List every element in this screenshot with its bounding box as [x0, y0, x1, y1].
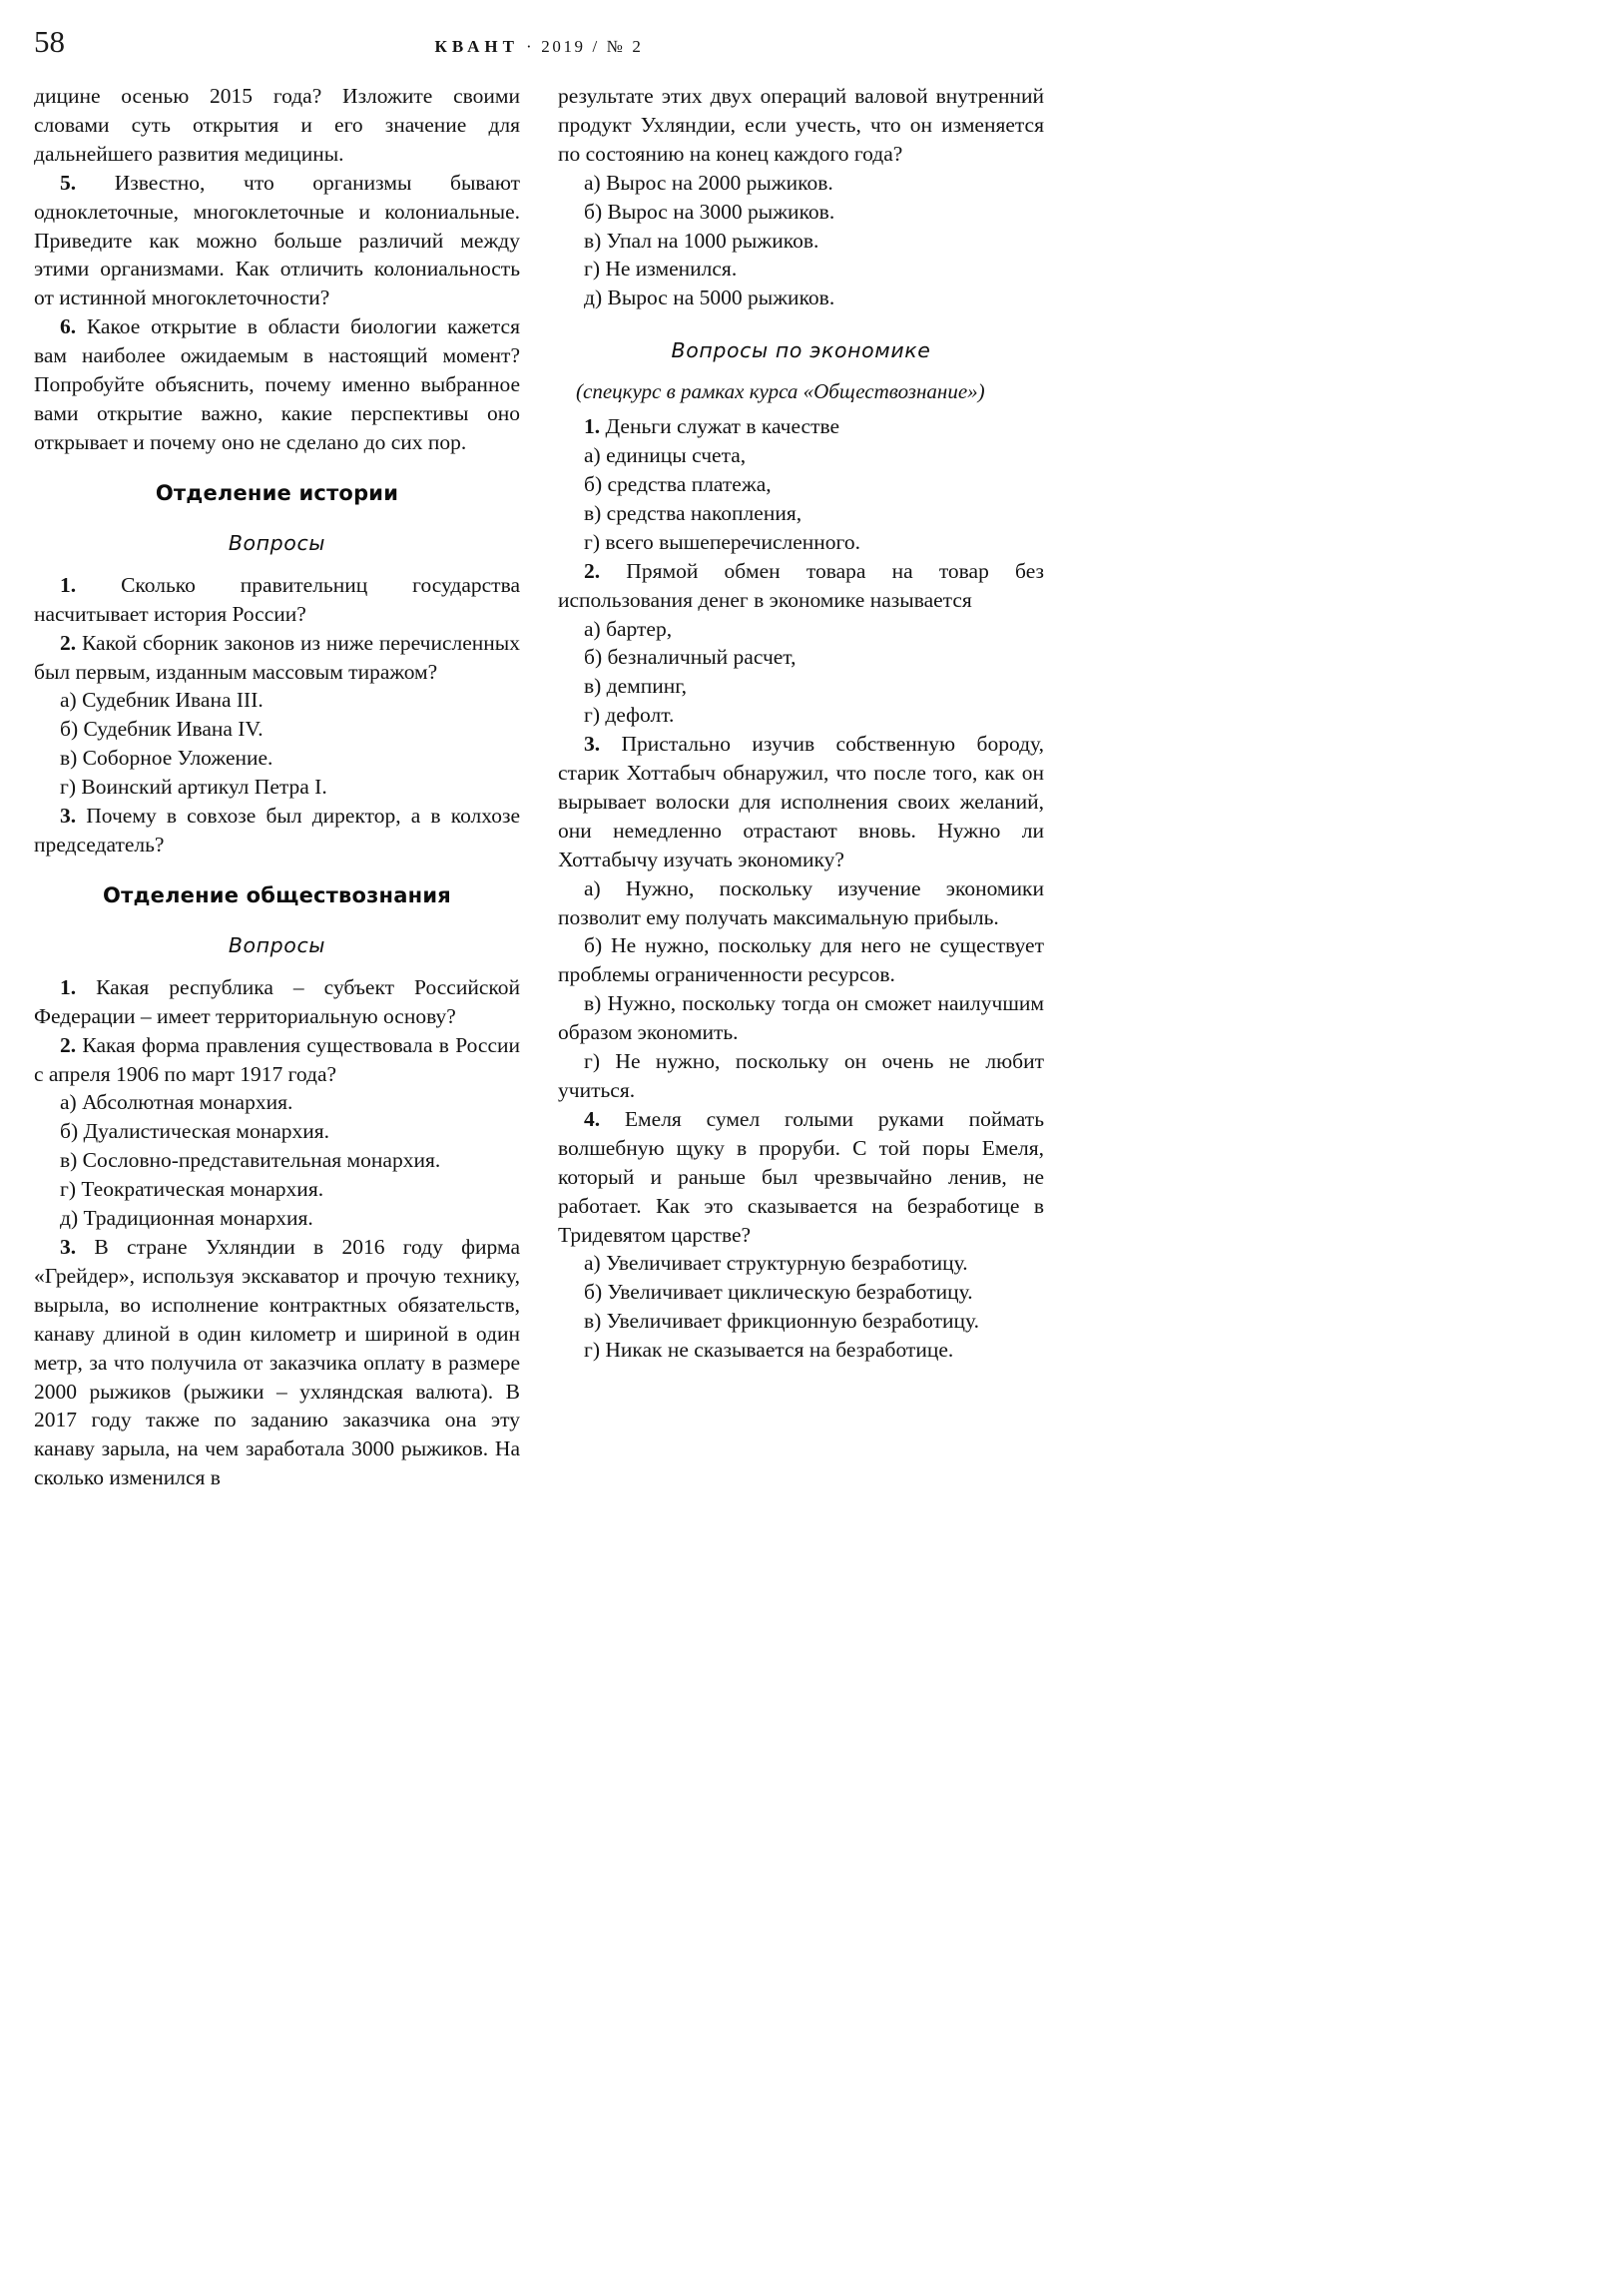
history-q2-option-v: в) Соборное Уложение.: [60, 746, 273, 771]
economics-course-note: (спецкурс в рамках курса «Обществознание»): [576, 379, 985, 404]
running-head: [34, 26, 1044, 72]
econ-q3-option-g: г) Не нужно, поскольку он очень не любит учиться.: [558, 1049, 1044, 1103]
section-title-history: Отделение истории: [155, 480, 399, 505]
social-q3-option-a: а) Вырос на 2000 рыжиков.: [584, 170, 833, 195]
biology-question-5: 5. Известно, что организмы бывают одноклеточные, многоклеточные и колониальные. Приведите как можно больше различий между этими организмами. Как отличить колониальность от истинной многоклеточности?: [34, 170, 520, 310]
economics-question-1: 1. Деньги служат в качестве: [584, 414, 840, 439]
two-column-body: [34, 82, 1044, 1492]
magazine-name: КВАНТ: [434, 37, 519, 56]
social-q2-option-d: д) Традиционная монархия.: [60, 1206, 313, 1231]
header-separator: ·: [525, 37, 535, 56]
history-question-2: 2. Какой сборник законов из ниже перечисленных был первым, изданным массовым тиражом?: [34, 630, 520, 684]
econ-q1-option-b: б) средства платежа,: [584, 471, 772, 496]
econ-q2-option-b: б) безналичный расчет,: [584, 645, 797, 670]
economics-question-4: 4. Емеля сумел голыми руками поймать волшебную щуку в проруби. С той поры Емеля, который и раньше был чрезвычайно ленив, не работает. Как это сказывается на безработице в Тридевятом царстве?: [558, 1106, 1044, 1247]
econ-q1-option-g: г) всего вышеперечисленного.: [584, 529, 860, 554]
econ-q4-option-v: в) Увеличивает фрикционную безработицу.: [584, 1309, 979, 1334]
magazine-page: [0, 0, 1078, 1527]
economics-question-3: 3. Пристально изучив собственную бороду, старик Хоттабыч обнаружил, что после того, как он вырывает волоски для исполнения своих желаний, они немедленно отрастают вновь. Нужно ли Хоттабычу изучать экономику?: [558, 732, 1044, 871]
history-q2-option-a: а) Судебник Ивана III.: [60, 688, 264, 713]
econ-q1-option-a: а) единицы счета,: [584, 443, 747, 468]
subtitle-history-questions: Вопросы: [228, 530, 326, 555]
social-q3-option-v: в) Упал на 1000 рыжиков.: [584, 228, 819, 253]
econ-q2-option-a: а) бартер,: [584, 616, 673, 641]
section-title-social-studies: Отделение обществознания: [103, 882, 451, 907]
right-column: [558, 82, 1044, 1365]
history-q2-option-b: б) Судебник Ивана IV.: [60, 717, 264, 742]
issue-number: 2019 / № 2: [541, 37, 644, 56]
biology-question-4-continuation: дицине осенью 2015 года? Изложите своими словами суть открытия и его значение для дальнейшего развития медицины.: [34, 84, 520, 166]
subtitle-economics-questions: Вопросы по экономике: [671, 338, 931, 363]
social-question-2: 2. Какая форма правления существовала в России с апреля 1906 по март 1917 года?: [34, 1032, 520, 1086]
social-q3-option-b: б) Вырос на 3000 рыжиков.: [584, 199, 835, 224]
econ-q4-option-g: г) Никак не сказывается на безработице.: [584, 1338, 954, 1363]
biology-question-6: 6. Какое открытие в области биологии кажется вам наиболее ожидаемым в настоящий момент? Попробуйте объяснить, почему именно выбранное вами открытие важно, какие перспективы оно открывает и почему оно не сделано до сих пор.: [34, 314, 520, 454]
social-q2-option-g: г) Теократическая монархия.: [60, 1177, 324, 1202]
history-question-3: 3. Почему в совхозе был директор, а в колхозе председатель?: [34, 804, 520, 857]
social-question-1: 1. Какая республика – субъект Российской Федерации – имеет территориальную основу?: [34, 974, 520, 1028]
page-number: 58: [34, 24, 65, 59]
social-q3-option-g: г) Не изменился.: [584, 257, 738, 282]
social-q2-option-a: а) Абсолютная монархия.: [60, 1090, 293, 1115]
economics-question-2: 2. Прямой обмен товара на товар без использования денег в экономике называется: [558, 558, 1044, 612]
econ-q3-option-b: б) Не нужно, поскольку для него не существует проблемы ограниченности ресурсов.: [558, 933, 1044, 987]
econ-q2-option-v: в) демпинг,: [584, 674, 688, 699]
social-q2-option-b: б) Дуалистическая монархия.: [60, 1119, 330, 1144]
social-q3-option-d: д) Вырос на 5000 рыжиков.: [584, 286, 835, 310]
econ-q1-option-v: в) средства накопления,: [584, 500, 802, 525]
econ-q4-option-b: б) Увеличивает циклическую безработицу.: [584, 1280, 973, 1305]
subtitle-social-questions: Вопросы: [228, 932, 326, 957]
history-q2-option-g: г) Воинский артикул Петра I.: [60, 775, 327, 800]
econ-q3-option-v: в) Нужно, поскольку тогда он сможет наилучшим образом экономить.: [558, 991, 1044, 1045]
social-question-3-continuation: результате этих двух операций валовой внутренний продукт Ухляндии, если учесть, что он изменяется по состоянию на конец каждого года?: [558, 84, 1044, 166]
magazine-issue-line: [184, 37, 1044, 57]
econ-q3-option-a: а) Нужно, поскольку изучение экономики позволит ему получать максимальную прибыль.: [558, 875, 1044, 929]
social-question-3: 3. В стране Ухляндии в 2016 году фирма «Грейдер», используя экскаватор и прочую технику, вырыла, во исполнение контрактных обязательств, канаву длиной в один километр и шириной в один метр, за что получила от заказчика оплату в размере 2000 рыжиков (рыжики – ухляндская валюта). В 2017 году также по заданию заказчика она эту канаву зарыла, на чем заработала 3000 рыжиков. На сколько изменился в: [34, 1235, 520, 1490]
econ-q4-option-a: а) Увеличивает структурную безработицу.: [584, 1251, 968, 1276]
left-column: [34, 82, 520, 1492]
econ-q2-option-g: г) дефолт.: [584, 703, 675, 728]
history-question-1: 1. Сколько правительниц государства насчитывает история России?: [34, 572, 520, 626]
social-q2-option-v: в) Сословно-представительная монархия.: [60, 1148, 441, 1173]
